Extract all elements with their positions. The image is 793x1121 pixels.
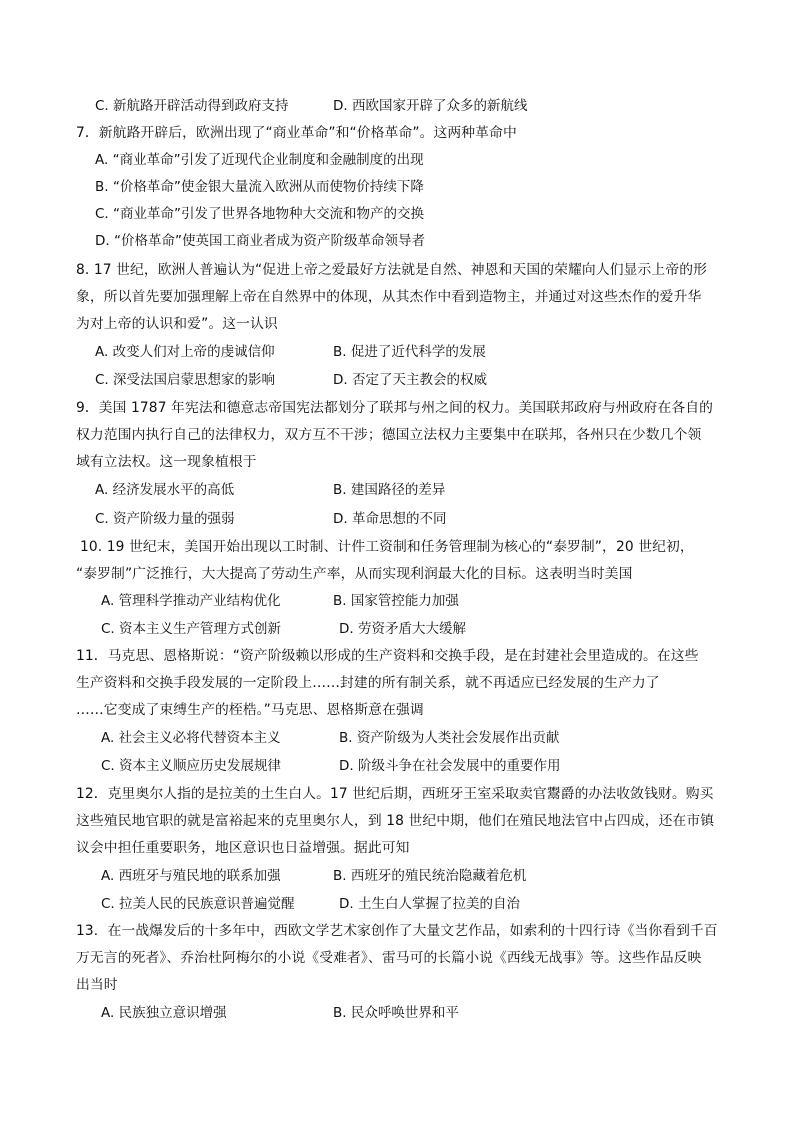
question-12-stem-line1: 12．克里奥尔人指的是拉美的土生白人。17 世纪后期，西班牙王室采取卖官鬻爵的办法收敛钱财。购买 (76, 786, 714, 802)
question-9-stem-line1: 9．美国 1787 年宪法和德意志帝国宪法都划分了联邦与州之间的权力。美国联邦政府与州政府在各自的 (76, 400, 714, 416)
question-11-stem-line3: ……它变成了束缚生产的桎梏。”马克思、恩格斯意在强调 (76, 702, 424, 718)
question-10-stem-line2: “泰罗制”广泛推行，大大提高了劳动生产率，从而实现利润最大化的目标。这表明当时美国 (76, 566, 633, 582)
question-13-stem-line3: 出当时 (76, 977, 118, 993)
option-8c: C. 深受法国启蒙思想家的影响 (95, 372, 276, 388)
question-10-stem-line1: 10. 19 世纪末，美国开始出现以工时制、计件工资制和任务管理制为核心的“泰罗制”，20 世纪初， (80, 539, 694, 555)
question-13-stem-line1: 13．在一战爆发后的十多年中，西欧文学艺术家创作了大量文艺作品，如索利的十四行诗《当你看到千百 (76, 923, 718, 939)
option-10d: D. 劳资矛盾大大缓解 (339, 621, 466, 637)
option-12c: C. 拉美人民的民族意识普遍觉醒 (101, 896, 295, 912)
question-8-stem-line3: 为对上帝的认识和爱”。这一认识 (76, 316, 278, 332)
option-8a: A. 改变人们对上帝的虔诚信仰 (95, 344, 275, 360)
option-7c: C. “商业革命”引发了世界各地物种大交流和物产的交换 (95, 206, 424, 222)
option-7d: D. “价格革命”使英国工商业者成为资产阶级革命领导者 (95, 233, 425, 249)
option-9b: B. 建国路径的差异 (333, 482, 446, 498)
question-12-stem-line2: 这些殖民地官职的就是富裕起来的克里奥尔人，到 18 世纪中期，他们在殖民地法官中占四成，还在市镇 (76, 813, 715, 829)
question-11-stem-line2: 生产资料和交换手段发展的一定阶段上……封建的所有制关系，就不再适应已经发展的生产力了 (76, 675, 660, 691)
option-10c: C. 资本主义生产管理方式创新 (101, 621, 282, 637)
option-12b: B. 西班牙的殖民统治隐藏着危机 (333, 868, 527, 884)
question-13-stem-line2: 万无言的死者》、乔治杜阿梅尔的小说《受难者》、雷马可的长篇小说《西线无战事》等。这些作品反映 (76, 950, 702, 966)
question-9-stem-line2: 权力范围内执行自己的法律权力，双方互不干涉；德国立法权力主要集中在联邦，各州只在少数几个领 (76, 427, 702, 443)
option-11d: D. 阶级斗争在社会发展中的重要作用 (339, 758, 561, 774)
option-10b: B. 国家管控能力加强 (333, 593, 459, 609)
question-8-stem-line1: 8. 17 世纪，欧洲人普遍认为“促进上帝之爱最好方法就是自然、神恩和天国的荣耀向人们显示上帝的形 (76, 262, 708, 278)
question-7-stem: 7．新航路开辟后，欧洲出现了“商业革命”和“价格革命”。这两种革命中 (76, 125, 517, 141)
option-8b: B. 促进了近代科学的发展 (333, 344, 486, 360)
option-13b: B. 民众呼唤世界和平 (333, 1005, 459, 1021)
option-12d: D. 土生白人掌握了拉美的自治 (339, 896, 520, 912)
option-11b: B. 资产阶级为人类社会发展作出贡献 (339, 730, 560, 746)
option-7b: B. “价格革命”使金银大量流入欧洲从而使物价持续下降 (95, 179, 424, 195)
option-6c: C. 新航路开辟活动得到政府支持 (95, 98, 289, 114)
option-9d: D. 革命思想的不同 (333, 511, 447, 527)
option-7a: A. “商业革命”引发了近现代企业制度和金融制度的出现 (95, 152, 424, 168)
question-8-stem-line2: 象，所以首先要加强理解上帝在自然界中的体现，从其杰作中看到造物主，并通过对这些杰作的爱升华 (76, 289, 702, 305)
question-11-stem-line1: 11．马克思、恩格斯说：“资产阶级赖以形成的生产资料和交换手段，是在封建社会里造成的。在这些 (76, 648, 699, 664)
option-8d: D. 否定了天主教会的权威 (333, 372, 487, 388)
option-9c: C. 资产阶级力量的强弱 (95, 511, 235, 527)
option-6d: D. 西欧国家开辟了众多的新航线 (333, 98, 528, 114)
option-11a: A. 社会主义必将代替资本主义 (101, 730, 281, 746)
option-11c: C. 资本主义顺应历史发展规律 (101, 758, 282, 774)
question-12-stem-line3: 议会中担任重要职务，地区意识也日益增强。据此可知 (76, 840, 410, 856)
option-13a: A. 民族独立意识增强 (101, 1005, 227, 1021)
question-9-stem-line3: 域有立法权。这一现象植根于 (76, 454, 257, 470)
option-9a: A. 经济发展水平的高低 (95, 482, 235, 498)
option-12a: A. 西班牙与殖民地的联系加强 (101, 868, 281, 884)
option-10a: A. 管理科学推动产业结构优化 (101, 593, 281, 609)
